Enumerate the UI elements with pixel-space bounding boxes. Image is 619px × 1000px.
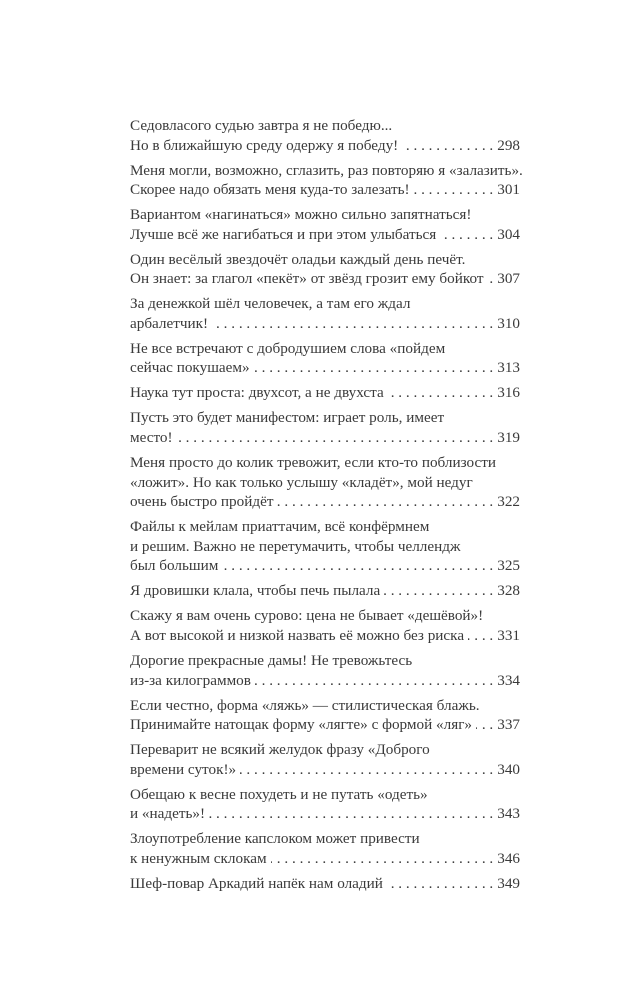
toc-entry-line <box>130 696 520 716</box>
toc-entry-title: и решим. Важно не перетумачить, чтобы челлендж <box>130 537 461 555</box>
dot-leader <box>402 136 493 156</box>
dot-leader <box>388 383 494 403</box>
toc-entry-line <box>130 116 520 136</box>
toc-entry-title: Не все встречают с добродушием слова «пойдем <box>130 339 446 357</box>
toc-entry-line <box>130 829 520 849</box>
page-number: 331 <box>497 626 520 644</box>
dot-leader <box>476 715 493 735</box>
toc-entry-line <box>130 225 520 245</box>
toc-entry-title: Принимайте натощак форму «лягте» с формой «ляг» <box>130 716 473 734</box>
toc-entry-line <box>130 556 520 576</box>
toc-entry-line <box>130 760 520 780</box>
toc-entry-title: Седовласого судью завтра я не победю... <box>130 117 393 134</box>
toc-entry-title: Шеф-повар Аркадий напёк нам оладий <box>130 874 383 892</box>
toc-entry-title: Злоупотребление капслоком может привести <box>130 830 420 848</box>
dot-leader <box>468 626 493 646</box>
toc-entry-title: Я дровишки клала, чтобы печь пылала <box>130 582 381 600</box>
toc-entry-line <box>130 537 520 557</box>
toc-entry-line <box>130 453 520 473</box>
toc-entry[interactable] <box>130 339 520 378</box>
dot-leader <box>212 314 493 334</box>
page-number: 349 <box>497 874 520 892</box>
page-number: 304 <box>497 225 520 243</box>
toc-entry[interactable] <box>130 517 520 576</box>
toc-entry[interactable] <box>130 161 523 200</box>
page-number: 346 <box>497 849 520 867</box>
toc-entry[interactable] <box>130 740 520 779</box>
toc-entry-line <box>130 383 520 403</box>
toc-entry-line <box>130 473 520 493</box>
toc-entry[interactable] <box>130 651 520 690</box>
toc-entry-title: Он знает: за глагол «пекёт» от звёзд грозит ему бойкот <box>130 270 484 288</box>
page-number: 313 <box>497 359 520 377</box>
dot-leader <box>255 671 493 691</box>
toc-entry-title: к ненужным склокам <box>130 849 267 867</box>
page-number: 316 <box>497 384 520 402</box>
toc-entry-line <box>130 740 520 760</box>
toc-entry-title: «ложит». Но как только услышу «кладёт», мой недуг <box>130 473 473 491</box>
toc-entry[interactable] <box>130 294 520 333</box>
toc-entry-title: За денежкой шёл человечек, а там его ждал <box>130 295 411 313</box>
page-number: 319 <box>497 429 520 447</box>
toc-entry-title: Меня могли, возможно, сглазить, раз повторяю я «залазить». <box>130 161 523 179</box>
toc-entry[interactable] <box>130 453 520 512</box>
page-number: 325 <box>497 557 520 575</box>
toc-entry-title: Обещаю к весне похудеть и не путать «одеть» <box>130 785 428 803</box>
page-number: 310 <box>497 314 520 332</box>
toc-entry-title: Меня просто до колик тревожит, если кто-то поблизости <box>130 454 496 472</box>
toc-entry[interactable] <box>130 829 520 868</box>
toc-entry-line <box>130 581 520 601</box>
toc-entry-line <box>130 626 520 646</box>
toc-entry-line <box>130 205 520 225</box>
dot-leader <box>254 358 494 378</box>
toc-entry-title: Лучше всё же нагибаться и при этом улыбаться <box>130 225 437 243</box>
toc-entry[interactable] <box>130 606 520 645</box>
toc-entry-line <box>130 849 520 869</box>
page-number: 298 <box>497 136 520 154</box>
toc-entry[interactable] <box>130 785 520 824</box>
toc-entry-title: очень быстро пройдёт <box>130 493 274 511</box>
toc-entry-line <box>130 269 520 289</box>
toc-entry[interactable] <box>130 250 520 289</box>
toc-entry-line <box>130 874 520 894</box>
toc-entry-title: Переварит не всякий желудок фразу «Доброго <box>130 741 430 759</box>
dot-leader <box>271 849 494 869</box>
toc-entry-line <box>130 408 520 428</box>
toc-entry-line <box>130 161 523 181</box>
dot-leader <box>440 225 493 245</box>
dot-leader <box>384 581 493 601</box>
toc-entry-line <box>130 294 520 314</box>
page-number: 322 <box>497 493 520 511</box>
toc-entry-title: Файлы к мейлам приаттачим, всё конфёрмнем <box>130 518 430 536</box>
toc-entry-line <box>130 606 520 626</box>
toc-entry-title: был большим <box>130 557 219 575</box>
toc-entry-title: место! <box>130 429 173 447</box>
toc-entry[interactable] <box>130 581 520 601</box>
page-number: 334 <box>497 671 520 689</box>
toc-entry-line <box>130 492 520 512</box>
toc-entry-line <box>130 428 520 448</box>
toc-entry-title: Один весёлый звездочёт оладьи каждый день печёт. <box>130 250 466 268</box>
toc-entry-title: Скорее надо обязать меня куда-то залезать! <box>130 181 410 199</box>
toc-entry-line <box>130 339 520 359</box>
table-of-contents <box>130 116 523 899</box>
toc-entry-line <box>130 715 520 735</box>
page-number: 301 <box>497 181 520 199</box>
dot-leader <box>387 874 493 894</box>
dot-leader <box>414 180 494 200</box>
toc-entry-line <box>130 671 520 691</box>
toc-entry[interactable] <box>130 696 520 735</box>
toc-entry-line <box>130 517 520 537</box>
toc-entry-title: Пусть это будет манифестом: играет роль, имеет <box>130 409 445 427</box>
toc-entry-title: из-за килограммов <box>130 671 251 689</box>
toc-entry-line <box>130 651 520 671</box>
toc-entry-title: и «надеть»! <box>130 805 206 823</box>
toc-entry[interactable] <box>130 383 520 403</box>
dot-leader <box>240 760 493 780</box>
toc-entry-line <box>130 358 520 378</box>
page-number: 307 <box>497 270 520 288</box>
toc-entry[interactable] <box>130 874 520 894</box>
toc-entry-title: А вот высокой и низкой назвать её можно без риска <box>130 626 465 644</box>
page-number: 340 <box>497 760 520 778</box>
dot-leader <box>177 428 494 448</box>
page-number: 343 <box>497 805 520 823</box>
toc-entry-title: Но в ближайшую среду одержу я победу! <box>130 136 399 154</box>
page-number: 328 <box>497 582 520 600</box>
toc-entry[interactable] <box>130 205 520 244</box>
dot-leader <box>277 492 493 512</box>
dot-leader <box>222 556 493 576</box>
toc-entry[interactable] <box>130 408 520 447</box>
toc-entry-title: Если честно, форма «ляжь» — стилистическая блажь. <box>130 696 480 714</box>
page-number: 337 <box>497 716 520 734</box>
toc-entry-title: Дорогие прекрасные дамы! Не тревожьтесь <box>130 651 413 669</box>
toc-entry-line <box>130 250 520 270</box>
toc-entry[interactable] <box>130 116 520 155</box>
toc-entry-title: времени суток!» <box>130 760 237 778</box>
toc-entry-line <box>130 136 520 156</box>
toc-entry-title: сейчас покушаем» <box>130 359 250 377</box>
toc-entry-title: арбалетчик! <box>130 314 209 332</box>
toc-entry-line <box>130 314 520 334</box>
dot-leader <box>488 269 494 289</box>
toc-entry-title: Вариантом «нагинаться» можно сильно запятнаться! <box>130 206 472 224</box>
toc-entry-title: Скажу я вам очень сурово: цена не бывает «дешёвой»! <box>130 607 484 625</box>
toc-entry-title: Наука тут проста: двухсот, а не двухста <box>130 384 384 402</box>
dot-leader <box>209 804 493 824</box>
toc-entry-line <box>130 804 520 824</box>
toc-entry-line <box>130 180 520 200</box>
toc-entry-line <box>130 785 520 805</box>
